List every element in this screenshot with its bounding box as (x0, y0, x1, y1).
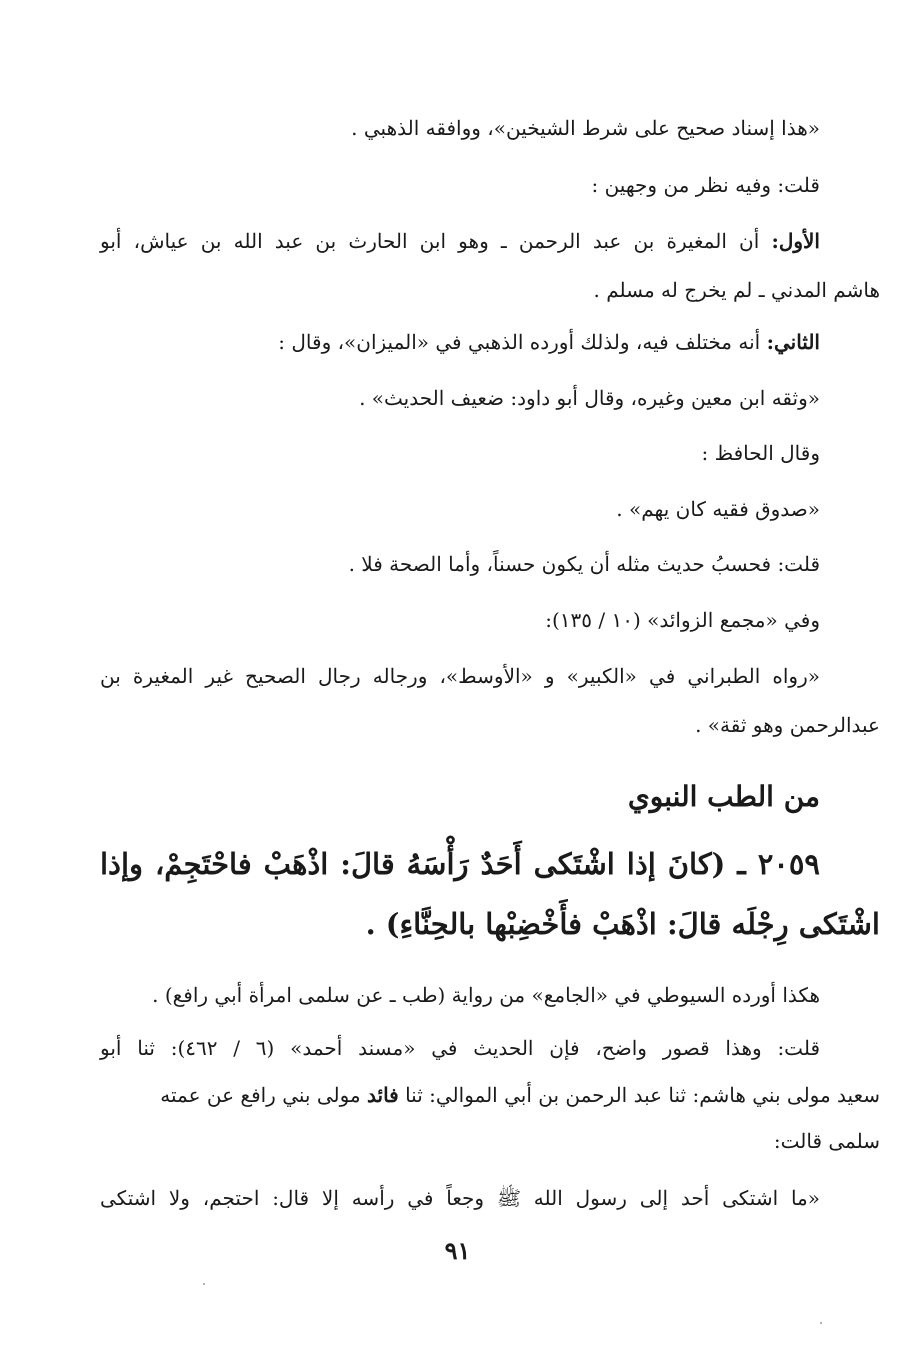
text-line-16: سلمى قالت: (773, 1129, 880, 1153)
narrator-name: فائد (367, 1083, 399, 1107)
label-first: الأول: (771, 229, 820, 253)
hadith-line-2: اشْتَكى رِجْلَه قالَ: اذْهَبْ فأَخْضِبْها بالحِنَّاءِ) . (365, 907, 880, 941)
text-line-17: «ما اشتكى أحد إلى رسول الله ﷺ وجعاً في رأسه إلا قال: احتجم، ولا اشتكى (100, 1186, 820, 1210)
text-line-8: «صدوق فقيه كان يهم» . (616, 497, 820, 521)
section-heading: من الطب النبوي (627, 780, 820, 813)
text-line-9: قلت: فحسبُ حديث مثله أن يكون حسناً، وأما الصحة فلا . (348, 552, 820, 576)
text-line-10: وفي «مجمع الزوائد» (١٠ / ١٣٥): (545, 608, 820, 632)
text-line-3-rest: أن المغيرة بن عبد الرحمن ـ وهو ابن الحارث بن عبد الله بن عياش، أبو (100, 229, 772, 253)
text-line-5 (278, 327, 820, 357)
hadith-line-1: ٢٠٥٩ ـ (كانَ إذا اشْتَكى أَحَدٌ رَأْسَهُ قالَ: اذْهَبْ فاحْتَجِمْ، وإذا (100, 847, 820, 881)
text-line-15 (160, 1080, 880, 1110)
text-line-2: قلت: وفيه نظر من وجهين : (591, 173, 820, 197)
scan-speck (203, 1283, 205, 1285)
scan-speck (820, 1322, 822, 1324)
text-line-1: «هذا إسناد صحيح على شرط الشيخين»، ووافقه الذهبي . (351, 116, 820, 140)
text-line-7: وقال الحافظ : (701, 441, 820, 465)
text-line-15-a: سعيد مولى بني هاشم: ثنا عبد الرحمن بن أبي الموالي: ثنا (398, 1083, 880, 1107)
text-line-5-rest: أنه مختلف فيه، ولذلك أورده الذهبي في «الميزان»، وقال : (278, 330, 767, 354)
label-second: الثاني: (766, 330, 820, 354)
text-line-6: «وثقه ابن معين وغيره، وقال أبو داود: ضعيف الحديث» . (359, 386, 820, 410)
text-line-11: «رواه الطبراني في «الكبير» و «الأوسط»، ورجاله رجال الصحيح غير المغيرة بن (100, 664, 820, 688)
text-line-14: قلت: وهذا قصور واضح، فإن الحديث في «مسند أحمد» (٦ / ٤٦٢): ثنا أبو (100, 1036, 820, 1060)
text-line-3 (100, 226, 820, 256)
text-line-13: هكذا أورده السيوطي في «الجامع» من رواية (طب ـ عن سلمى امرأة أبي رافع) . (152, 983, 820, 1007)
text-line-4: هاشم المدني ـ لم يخرج له مسلم . (593, 278, 880, 302)
text-line-15-b: مولى بني رافع عن عمته (160, 1083, 367, 1107)
text-line-12: عبدالرحمن وهو ثقة» . (695, 713, 880, 737)
page-number: ٩١ (444, 1236, 471, 1265)
